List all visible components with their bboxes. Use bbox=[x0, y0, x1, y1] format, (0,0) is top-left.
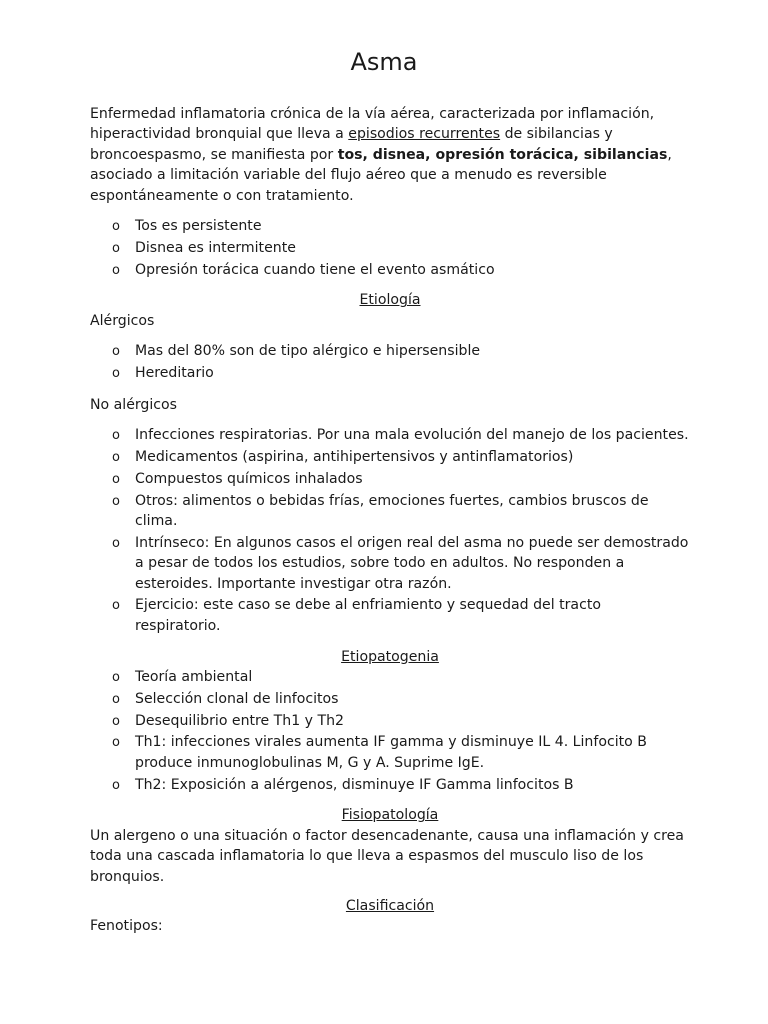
bullet-icon: o bbox=[112, 735, 120, 751]
bullet-icon: o bbox=[112, 471, 120, 487]
etiopatogenia-heading: Etiopatogenia bbox=[341, 648, 439, 665]
bullet-icon: o bbox=[112, 691, 120, 707]
document-body bbox=[90, 104, 690, 937]
bullet-icon: o bbox=[112, 262, 120, 278]
bullet-icon: o bbox=[112, 240, 120, 256]
list-item bbox=[90, 469, 690, 489]
list-item bbox=[90, 775, 690, 795]
list-item-text: Selección clonal de linfocitos bbox=[135, 690, 339, 707]
bullet-icon: o bbox=[112, 344, 120, 360]
list-item-text: Compuestos químicos inhalados bbox=[135, 470, 363, 487]
list-item bbox=[90, 363, 690, 383]
symptoms-list bbox=[90, 216, 690, 280]
alergicos-label: Alérgicos bbox=[90, 312, 155, 329]
no-alergicos-label: No alérgicos bbox=[90, 396, 177, 413]
no-alergicos-list bbox=[90, 425, 690, 636]
alergicos-list bbox=[90, 341, 690, 383]
list-item bbox=[90, 732, 690, 773]
bullet-icon: o bbox=[112, 535, 120, 551]
bullet-icon: o bbox=[112, 428, 120, 444]
bullet-icon: o bbox=[112, 366, 120, 382]
list-item bbox=[90, 341, 690, 361]
bullet-icon: o bbox=[112, 670, 120, 686]
bullet-icon: o bbox=[112, 713, 120, 729]
list-item bbox=[90, 238, 690, 258]
page-title: Asma bbox=[350, 48, 418, 76]
bullet-icon: o bbox=[112, 493, 120, 509]
list-item-text: Ejercicio: este caso se debe al enfriamiento y sequedad del tracto respiratorio. bbox=[135, 597, 601, 634]
bullet-icon: o bbox=[112, 219, 120, 235]
clasificacion-heading: Clasificación bbox=[345, 898, 435, 915]
list-item-text: Desequilibrio entre Th1 y Th2 bbox=[135, 712, 345, 729]
list-item bbox=[90, 260, 690, 280]
list-item bbox=[90, 595, 690, 636]
intro-text-3: , asociado a limitación variable del flujo aéreo que a menudo es reversible espontáneamente o con tratamiento. bbox=[90, 146, 672, 204]
bullet-icon: o bbox=[112, 777, 120, 793]
list-item-text: Th1: infecciones virales aumenta IF gamma y disminuye IL 4. Linfocito B produce inmunoglobulinas M, G y A. Suprime IgE. bbox=[135, 734, 647, 771]
list-item bbox=[90, 491, 690, 532]
list-item bbox=[90, 667, 690, 687]
intro-underlined-text: episodios recurrentes bbox=[348, 126, 501, 143]
list-item-text: Disnea es intermitente bbox=[135, 239, 296, 256]
list-item-text: Th2: Exposición a alérgenos, disminuye IF Gamma linfocitos B bbox=[135, 776, 574, 793]
list-item-text: Medicamentos (aspirina, antihipertensivos y antinflamatorios) bbox=[135, 449, 574, 466]
fisiopatologia-heading: Fisiopatología bbox=[341, 807, 439, 824]
intro-text-2: de sibilancias y broncoespasmo, se manifiesta por bbox=[90, 126, 613, 163]
bullet-icon: o bbox=[112, 598, 120, 614]
list-item bbox=[90, 689, 690, 709]
fenotipos-label: Fenotipos: bbox=[90, 918, 163, 935]
fisiopatologia-paragraph: Un alergeno o una situación o factor desencadenante, causa una inflamación y crea toda una cascada inflamatoria lo que lleva a espasmos del musculo liso de los bronquios. bbox=[90, 827, 684, 885]
list-item-text: Otros: alimentos o bebidas frías, emociones fuertes, cambios bruscos de clima. bbox=[135, 492, 649, 530]
etiopatogenia-list bbox=[90, 667, 690, 795]
list-item bbox=[90, 447, 690, 467]
etiologia-heading: Etiología bbox=[359, 292, 421, 309]
list-item bbox=[90, 711, 690, 731]
list-item-text: Mas del 80% son de tipo alérgico e hipersensible bbox=[135, 343, 481, 360]
list-item-text: Intrínseco: En algunos casos el origen real del asma no puede ser demostrado a pesar de todos los estudios, sobre todo en adultos. No responden a esteroides. Importante investigar otra razón. bbox=[135, 534, 689, 592]
list-item-text: Hereditario bbox=[135, 365, 214, 382]
list-item-text: Opresión torácica cuando tiene el evento asmático bbox=[135, 261, 495, 278]
list-item bbox=[90, 425, 690, 445]
bullet-icon: o bbox=[112, 450, 120, 466]
list-item-text: Infecciones respiratorias. Por una mala evolución del manejo de los pacientes. bbox=[135, 427, 689, 444]
list-item-text: Tos es persistente bbox=[135, 218, 262, 235]
list-item bbox=[90, 216, 690, 236]
list-item bbox=[90, 533, 690, 594]
intro-text-1: Enfermedad inflamatoria crónica de la vía aérea, caracterizada por inflamación, hiperactividad bronquial que lleva a bbox=[90, 106, 655, 143]
list-item-text: Teoría ambiental bbox=[135, 669, 253, 686]
intro-bold-text: tos, disnea, opresión torácica, sibilancias bbox=[337, 146, 668, 163]
intro-paragraph bbox=[90, 104, 690, 206]
